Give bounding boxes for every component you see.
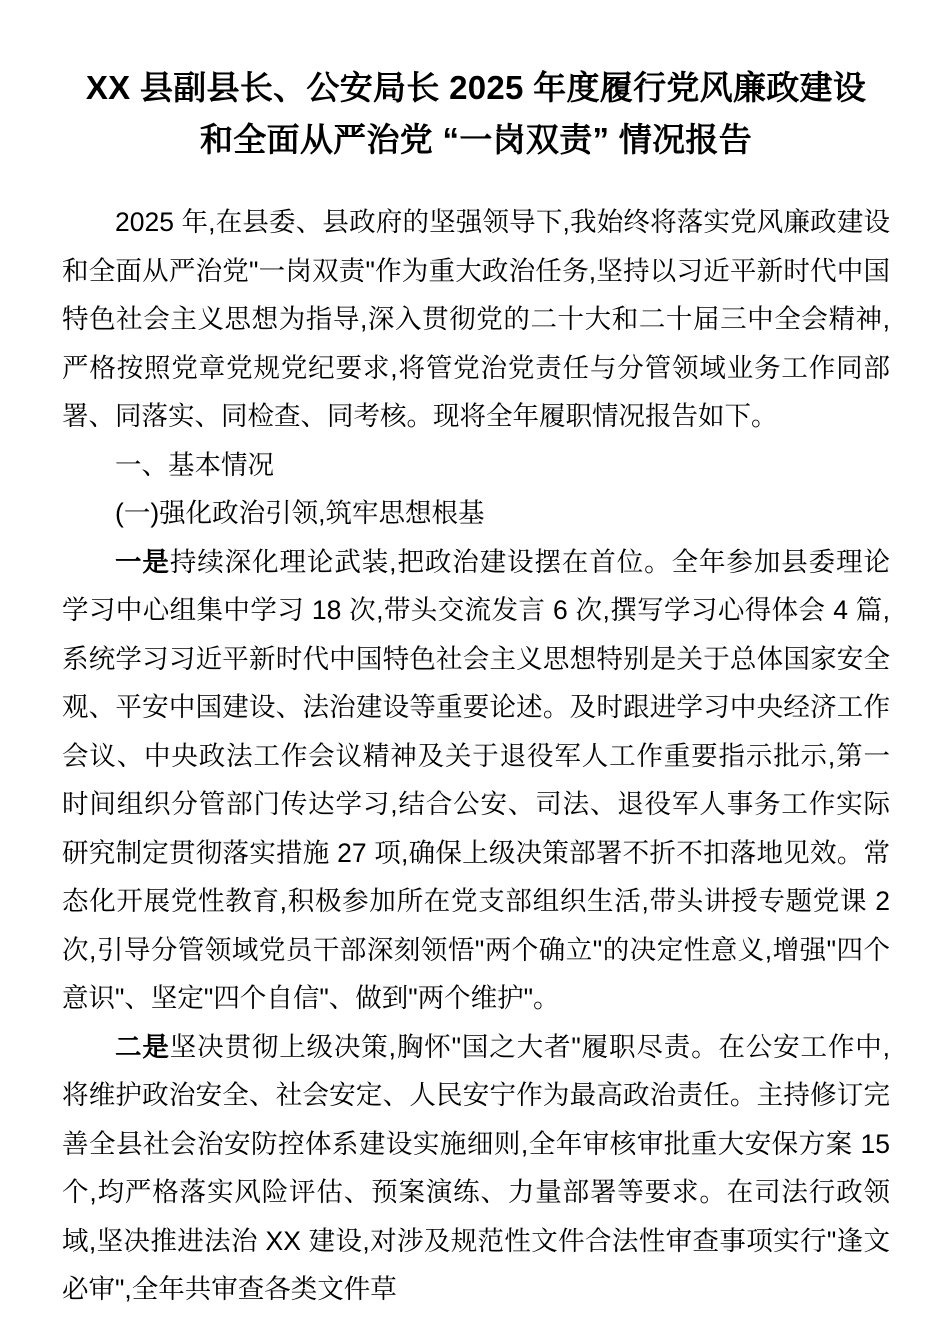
section-heading-1: 一、基本情况	[115, 449, 274, 480]
page-title-line-2: 和全面从严治党 “一岗双责” 情况报告	[199, 121, 753, 158]
document-body	[62, 198, 890, 1314]
page-title	[62, 0, 890, 166]
opening-paragraph: 2025 年,在县委、县政府的坚强领导下,我始终将落实党风廉政建设和全面从严治党"一岗双责"作为重大政治任务,坚持以习近平新时代中国特色社会主义思想为指导,深入贯彻党的二十大和二十届三中全会精神,严格按照党章党规党纪要求,将管党治党责任与分管领域业务工作同部署、同落实、同检查、同考核。现将全年履职情况报告如下。	[62, 207, 890, 431]
point-2-body-text: 坚决贯彻上级决策,胸怀"国之大者"履职尽责。在公安工作中,将维护政治安全、社会安定、人民安宁作为最高政治责任。主持修订完善全县社会治安防控体系建设实施细则,全年审核审批重大安保方案 15 个,均严格落实风险评估、预案演练、力量部署等要求。在司法行政领域,坚决推进法治 XX 建设,对涉及规范性文件合法性审查事项实行"逢文必审",全年共审查各类文件草	[62, 1031, 890, 1304]
subsection-heading-1: (一)强化政治引领,筑牢思想根基	[115, 498, 485, 528]
point-1-paragraph	[62, 538, 890, 1023]
point-2-paragraph	[62, 1023, 890, 1314]
page-title-line-1: XX 县副县长、公安局长 2025 年度履行党风廉政建设	[85, 69, 867, 106]
point-1-lead-label: 一是	[115, 546, 170, 577]
page-content	[62, 0, 890, 1314]
point-2-lead-label: 二是	[115, 1031, 170, 1062]
point-1-body-text: 持续深化理论武装,把政治建设摆在首位。全年参加县委理论学习中心组集中学习 18 次,带头交流发言 6 次,撰写学习心得体会 4 篇,系统学习习近平新时代中国特色社会主义思想特别是关于总体国家安全观、平安中国建设、法治建设等重要论述。及时跟进学习中央经济工作会议、中央政法工作会议精神及关于退役军人工作重要指示批示,第一时间组织分管部门传达学习,结合公安、司法、退役军人事务工作实际研究制定贯彻落实措施 27 项,确保上级决策部署不折不扣落地见效。常态化开展党性教育,积极参加所在党支部组织生活,带头讲授专题党课 2 次,引导分管领域党员干部深刻领悟"两个确立"的决定性意义,增强"四个意识"、坚定"四个自信"、做到"两个维护"。	[62, 546, 891, 1013]
